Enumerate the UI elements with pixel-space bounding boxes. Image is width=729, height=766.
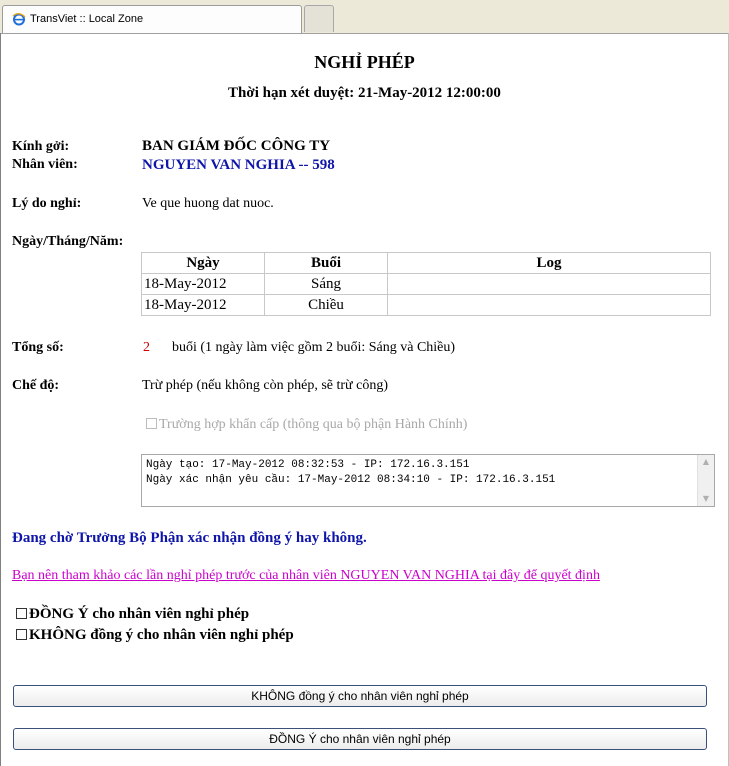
browser-tab-title: TransViet :: Local Zone (30, 13, 144, 25)
approve-checkbox-label: ĐỒNG Ý cho nhân viên nghỉ phép (29, 606, 250, 622)
cell-session: Chiều (265, 295, 388, 316)
leave-history-link[interactable]: Bạn nên tham khảo các lần nghỉ phép trước của nhân viên NGUYEN VAN NGHIA tại đây để quyết định (12, 568, 600, 583)
reject-checkbox[interactable] (16, 629, 27, 640)
page-title: NGHỈ PHÉP (314, 52, 415, 72)
reject-checkbox-label: KHÔNG đồng ý cho nhân viên nghỉ phép (29, 627, 294, 643)
cell-session: Sáng (265, 274, 388, 295)
column-header-session: Buổi (265, 253, 388, 274)
waiting-status: Đang chờ Trưởng Bộ Phận xác nhận đồng ý hay không. (12, 530, 367, 546)
urgent-checkbox[interactable] (146, 418, 157, 429)
log-line: Ngày tạo: 17-May-2012 08:32:53 - IP: 172.16.3.151 (146, 459, 470, 471)
scroll-down-icon[interactable]: ▼ (702, 494, 710, 503)
approve-checkbox-row (16, 606, 249, 623)
reason-value: Ve que huong dat nuoc. (142, 196, 274, 211)
review-deadline: Thời hạn xét duyệt: 21-May-2012 12:00:00 (228, 85, 501, 101)
reason-label: Lý do nghỉ: (12, 196, 82, 211)
browser-tab-bar (0, 0, 729, 34)
cell-log (388, 274, 711, 295)
column-header-date: Ngày (142, 253, 265, 274)
table-row (142, 274, 711, 295)
date-label: Ngày/Tháng/Năm: (12, 234, 124, 249)
log-line: Ngày xác nhận yêu cầu: 17-May-2012 08:34:10 - IP: 172.16.3.151 (146, 474, 556, 486)
reject-button[interactable]: KHÔNG đồng ý cho nhân viên nghỉ phép (13, 685, 707, 707)
to-value: BAN GIÁM ĐỐC CÔNG TY (142, 138, 331, 154)
total-label: Tổng số: (12, 340, 64, 355)
cell-date: 18-May-2012 (142, 274, 265, 295)
table-row (142, 295, 711, 316)
cell-date: 18-May-2012 (142, 295, 265, 316)
total-value: 2 (143, 340, 150, 355)
scroll-up-icon[interactable]: ▲ (702, 457, 710, 466)
reject-checkbox-row (16, 627, 294, 644)
approve-checkbox[interactable] (16, 608, 27, 619)
new-tab-button[interactable] (304, 5, 334, 32)
total-unit: buổi (1 ngày làm việc gồm 2 buổi: Sáng và Chiều) (172, 340, 456, 355)
column-header-log: Log (388, 253, 711, 274)
employee-label: Nhân viên: (12, 157, 78, 172)
browser-tab-active[interactable] (2, 5, 302, 33)
urgent-checkbox-label: Trường hợp khẩn cấp (thông qua bộ phận Hành Chính) (159, 417, 468, 432)
log-scrollbar[interactable] (697, 455, 714, 506)
page-content-frame (0, 33, 729, 766)
approve-button[interactable]: ĐỒNG Ý cho nhân viên nghỉ phép (13, 728, 707, 750)
employee-value: NGUYEN VAN NGHIA -- 598 (142, 157, 335, 173)
table-header-row (142, 253, 711, 274)
ie-browser-icon (12, 12, 26, 26)
cell-log (388, 295, 711, 316)
to-label: Kính gởi: (12, 139, 70, 154)
request-log-textarea[interactable] (141, 454, 715, 507)
mode-label: Chế độ: (12, 378, 60, 393)
leave-days-table (141, 252, 711, 316)
mode-value: Trừ phép (nếu không còn phép, sẽ trừ công) (142, 378, 389, 393)
urgent-checkbox-row (146, 417, 467, 433)
